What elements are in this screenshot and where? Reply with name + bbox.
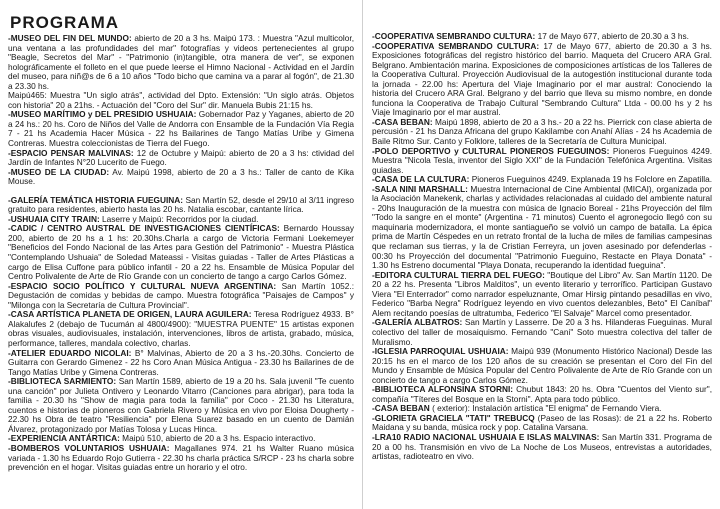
- venue-name: -COOPERATIVA SEMBRANDO CULTURA:: [372, 40, 540, 51]
- venue-name: -CASA ARTÍSTICA PLANETA DE ORIGEN, LAURA AGUILERA:: [8, 309, 252, 320]
- program-entry: [8, 196, 354, 215]
- program-entry: [372, 118, 712, 147]
- program-entry: [8, 149, 354, 168]
- program-entry: [372, 385, 712, 404]
- program-entry: [8, 110, 354, 148]
- venue-name: -MUSEO DE LA CIUDAD:: [8, 166, 110, 177]
- page-title: PROGRAMA: [10, 13, 120, 32]
- entry-description: Chubut 1843: 20 hs. Obra "Cuentos del Viento sur", compañía "Títeres del Bosque en la Storni". Apta para todo público.: [372, 384, 712, 404]
- program-entry: [372, 318, 712, 347]
- entry-description: San Martín 1589, abierto de 19 a 20 hs. Sala juvenil "Te cuento una canción" por Julieta Ontivero y Leonardo Vitarro (Canciones para abrigar), para toda la familia - 20.30 hs "Show de magia para toda la familia" por Coco - 21.30 hs Literatura, cuentos e historias de pioneros con Gabriela Rivero y Música en vivo por Eloisa Dougherty - 22.30 hs Obra de teatro "Resiliencia" por Elena Suarez basado en un cuento de Damián Álvarez, protagonizado por Matías Tolosa y Lucas Hinca.: [8, 376, 354, 434]
- venue-name: -MUSEO DEL FIN DEL MUNDO:: [8, 33, 132, 43]
- entry-description: ( exterior): Instalación artística "El enigma" de Fernando Viera.: [429, 403, 662, 414]
- program-entry: [8, 168, 354, 187]
- entry-description: San Martín 331. Programa de 20 a 00 hs. Transmisión en vivo de La Noche de Los Museos, entrevistas a autoridades, artistas, radioteatro en vivo.: [372, 431, 712, 462]
- program-entry: [372, 271, 712, 319]
- venue-name: -SALA NINI MARSHALL:: [372, 183, 468, 194]
- program-entry: [372, 42, 712, 118]
- entry-description: Maipú 510, abierto de 20 a 3 hs. Espacio interactivo.: [119, 433, 316, 444]
- venue-name: -ATELIER EDUARDO NICOLAI:: [8, 347, 132, 358]
- venue-name: -CASA DE LA CULTURA:: [372, 174, 470, 185]
- entry-description: Av. Maipú 1998, abierto de 20 a 3 hs.: Taller de canto de Kika Mouse.: [8, 166, 354, 187]
- venue-name: -COOPERATIVA SEMBRANDO CULTURA:: [372, 31, 536, 41]
- venue-name: -IGLESIA PARROQUIAL USHUAIA:: [372, 346, 509, 357]
- program-entry: [8, 34, 354, 91]
- program-entry: [8, 91, 354, 110]
- entry-description: Magallanes 974. 21 hs Walter Ruano música variada - 1.30 hs Eduardo Rojo Gutierra - 22.30 hs charla práctica S/RCP - 23 hs charla sobre prevención en el hogar. Visitas guiadas entre un horario y el otro.: [8, 442, 354, 473]
- venue-name: -GALERÍA TEMÁTICA HISTORIA FUEGUINA:: [8, 194, 183, 205]
- venue-name: -ESPACIO SOCIO POLÍTICO Y CULTURAL NUEVA ARGENTINA:: [8, 280, 277, 291]
- entry-description: 12 de Octubre y Maipú: abierto de 20 a 3 hs: ctividad del Jardín de Infantes N°20 Lucerito de Fuego.: [8, 147, 354, 168]
- venue-name: -CASA BEBAN:: [372, 116, 433, 127]
- entry-description: "Boutique del Libro" Av. San Martín 1120. De 20 a 22 hs. Presenta "Libros Malditos", un evento literario y terrorífico. Participan Gustavo Viera "El Enterrador" como narrador espeluznante, Omar Hirsig pintando pesadillas en vivo, Federico "Barba Negra" Rodríguez leyendo en vivo cuentos delezanbles, Beto" El Caníbal" Alem recitando poesías de ultratumba, Federico "El Salvaje" Marcel como presentador.: [372, 269, 712, 318]
- entry-description: Bernardo Houssay 200, abierto de 20 hs a 1 hs: 20.30hs.Charla a cargo de Victoria Fermani Loekemeyer "Beneficios del Fondo Nacional de las Artes para Gestión del Patrimonio" - Muestra Plástica "Contemplando Ushuaia" de Soledad Mateassi - Visitas guiadas - Taller de Artes Plásticas a cargo de Elisa Cuffone para público infantil - 20 a 22 hs. Ensamble de Música Popular del Centro Polivalente de Arte de Río Grande con un concierto de tango a cargo Carlos Gómez.: [8, 223, 354, 282]
- entry-description: Laserre y Maipú: Recorridos por la ciudad.: [99, 213, 259, 224]
- entry-description: Maipú465: Muestra "Un siglo atrás", actividad del Dpto. Extensión: "Un siglo atrás. Objetos con historia" 20 a 21hs. - Actuación del "Coro del Sur" dir. Manuela Bubis 21:15 hs.: [8, 90, 354, 110]
- program-entry: [8, 444, 354, 473]
- right-entries: [372, 32, 712, 462]
- venue-name: -BOMBEROS VOLUNTARIOS USHUAIA:: [8, 442, 170, 453]
- entry-description: San Martín 52, desde el 29/10 al 3/11 ingreso gratuito para residentes, abierto hasta las 20 hs. Natalia escobar, cantante lírica.: [8, 194, 354, 215]
- program-entry: [372, 414, 712, 433]
- left-column: [8, 0, 354, 509]
- program-entry: [372, 185, 712, 271]
- venue-name: -MUSEO MARÍTIMO y DEL PRESIDIO USHUAIA:: [8, 109, 197, 120]
- entry-description: San Martín y Lasserre. De 20 a 3 hs. Hilanderas Fueguinas. Mural colectivo del taller de mosaiquismo. Fernando "Cani" Soto muestra colectiva del taller de Muralismo.: [372, 317, 712, 347]
- program-entry: [372, 347, 712, 385]
- entry-description: Maipú 939 (Monumento Histórico Nacional) Desde las 20:15 hs en el marco de los 120 años de su creación se presentan el Coro del Fin del Mundo y Ensamble de Música Popular del Centro Polivalente de Arte de Río Grande con un concierto de tango a cargo Carlos Gómez.: [372, 346, 712, 385]
- venue-name: -EXPERIENCIA ANTÁRTICA:: [8, 433, 120, 444]
- venue-name: -BIBLIOTECA SARMIENTO:: [8, 376, 117, 387]
- program-entry: [8, 349, 354, 378]
- entry-description: B° Malvinas, Abierto de 20 a 3 hs.-20.30hs. Concierto de Guitarra con Gerardo Gimenez - 22 hs Coro Anan Música Antigua - 23.30 hs Bailarines de de Tango Matías Uribe y Gimena Contreras.: [8, 347, 354, 377]
- program-entry: [372, 147, 712, 176]
- entry-description: 17 de Mayo 677, abierto de 20.30 a 3 hs. Exposiciones fotográficas del registro histórico del barrio. Maqueta del Crucero ARA Gral. Belgrano. Ambientación marina. Exposiciones de composiciones artísticas de los Talleres de la Cooperativa Cultural. Proyección Audiovisual de la autogestión institucional durante toda la jornada - 22.00 hs: Apertura del Viaje Imaginario por el mar austral: Conociendo la historia del Crucero ARA Gral. Belgrano y del barrio que lleva su mismo nombre, en donde funciona la Cooperativa de Trabajo Cultural "Sembrando Cultura" Ltda - 00.00 hs y 2 hs Viaje Imaginario por el mar austral.: [372, 40, 712, 118]
- program-entry: [8, 310, 354, 348]
- entry-description: Pioneros Fueguinos 4249. Explanada 19 hs Folclore en Zapatilla.: [469, 174, 712, 185]
- entry-description: Muestra Internacional de Cine Ambiental (MICAI), organizada por la Asociación Manekenk, charlas y actividades relacionadas al cuidado del ambiente natural - 20hs Inauguración de la muestra con música de Ignacio Boreal - 21hs Proyección del film "Todo la sangre en el monte" (Argentina - 71 minutos) Cuento el agronegocio llegó con su maquinaria modernizadora, el monte santiagueño se volvió un campo de batalla. La épica prima de Martín Céspedes en un retrato frontal de la lucha de miles de familias campesinas que reclaman sus tierras, y la de Cristian Ferreyra, un joven asesinado por defenderlas - 00:30 hs Proyección del documental "Patrimonio Fueguino, Restacte en Playa Donata" - 1.30 hs Estreno documental "Playa Donata, recuperando la identidad fueguina".: [372, 183, 712, 271]
- entry-description: San Martín 1052.: Degustación de comidas y bebidas de campo. Muestra fotográfica "Paisajes de Campos" y "Milonga con la Secretaría de Cultura Provincial".: [8, 280, 354, 310]
- venue-name: -GALERÍA ALBATROS:: [372, 317, 463, 328]
- venue-name: -GLORIETA GRACIELA "TATI" TREBUCQ: [372, 412, 535, 423]
- entry-description: Gobernador Paz y Yaganes, abierto de 20 a 24 hs.: 20 hs. Coro de Niños del Valle de Andorra con Ensamble de la Fundación Vía Regia 7 - 21 hs Academia Hacer Música - 22 hs Bailarines de Tango Matías Uribe y Gimena Contreras. Muestra coleccionistas de Tierra del Fuego.: [8, 109, 354, 149]
- venue-name: -CASA BEBAN: [372, 403, 430, 414]
- entry-description: Teresa Rodríguez 4933. B° Alakalufes 2 (debajo de Tucumán al 4800/4900): "MUESTRA PUENTE" 15 artistas exponen obras visuales, audiovisuales, instalación, intervenciones, libros de artista, grabado, música, performance, talleres, mandala colectivo, charlas.: [8, 309, 354, 348]
- venue-name: -LRA10 RADIO NACIONAL USHUAIA E ISLAS MALVINAS:: [372, 431, 600, 442]
- program-entry: [8, 224, 354, 281]
- venue-name: -USHUAIA CITY TRAIN:: [8, 213, 100, 224]
- page-gutter: [362, 0, 363, 509]
- entry-description: 17 de Mayo 677, abierto de 20.30 a 3 hs.: [535, 31, 689, 41]
- entry-description: Maipú 1898, abierto de 20 a 3 hs.- 20 a 22 hs. Pierrick con clase abierta de percusión - 21 hs Danza Africana del grupo Kakilambe con Anahí Alías - 24 hs Academia de Baile Ritmo Sur. Canto y Folklore, talleres de la Secretaría de Cultura Municipal.: [372, 116, 712, 147]
- program-entry: [8, 377, 354, 434]
- venue-name: -POLO DEPORTIVO y CULTURAL PIONEROS FUEGUINOS:: [372, 145, 610, 156]
- venue-name: -EDITORA CULTURAL TIERRA DEL FUEGO:: [372, 269, 545, 280]
- entry-description: abierto de 20 a 3 hs. Maipú 173. : Muestra "Azul multicolor, una ventana a las profundidades del mar" fotografías y videos pertenecientes al grupo "Beagle, Secretos del Mar" - "Patrimonio (in)tangible, otra manera de ver", se exponen holográficamente el folleto en el que puede leerse el Himno Nacional - Actividad en el Jardín del museo, para niñ@s de 6 a 10 años "Todo bicho que camina va a parar al fogón", de 21.30 a 23.30 hs.: [8, 33, 354, 91]
- venue-name: -ESPACIO PENSAR MALVINAS:: [8, 147, 134, 158]
- entry-description: Pioneros Fueguinos 4249. Muestra "Nicola Tesla, inventor del Siglo XXI" de la Fundación Telefónica Argentina. Visitas guiadas.: [372, 145, 712, 175]
- entry-description: (Paseo de las Rosas): de 21 a 22 hs. Roberto Maidana y su banda, música rock y pop. Catalina Varsana.: [372, 412, 712, 433]
- venue-name: -CADIC / CENTRO AUSTRAL DE INVESTIGACIONES CIENTÍFICAS:: [8, 223, 280, 234]
- program-entry: [372, 433, 712, 462]
- left-entries: [8, 34, 354, 473]
- right-column: [372, 0, 712, 509]
- venue-name: -BIBLIOTECA ALFONSINA STORNI:: [372, 384, 514, 395]
- program-entry: [8, 282, 354, 311]
